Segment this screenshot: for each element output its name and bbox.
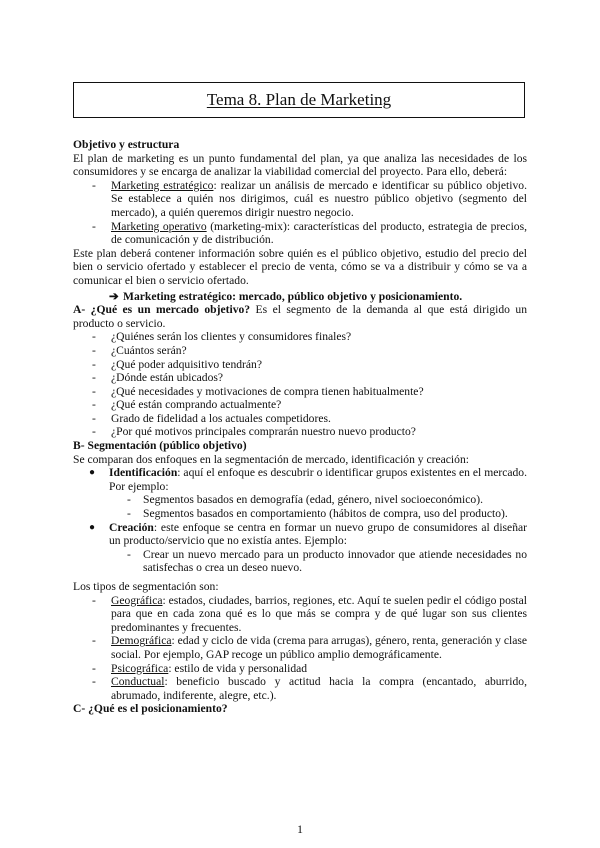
arrow-heading-line	[73, 290, 527, 304]
sub-list-item: - Segmentos basados en comportamiento (hábitos de compra, uso del producto).	[73, 507, 527, 521]
term: Geográfica	[111, 593, 163, 607]
list-item	[73, 675, 527, 702]
heading-c: C- ¿Qué es el posicionamiento?	[73, 702, 228, 716]
list-item: - ¿Quiénes serán los clientes y consumidores finales?	[73, 330, 527, 344]
document-body	[73, 138, 527, 716]
arrow-heading: Marketing estratégico: mercado, público objetivo y posicionamiento.	[123, 289, 463, 303]
item-text: : estilo de vida y personalidad	[168, 661, 308, 675]
title-box	[73, 82, 525, 118]
item-text: : este enfoque se centra en formar un nuevo grupo de consumidores al diseñar un producto/servicio que no existía antes. Ejemplo:	[109, 520, 527, 548]
page-number: 1	[297, 822, 303, 836]
list-item: - ¿Qué están comprando actualmente?	[73, 398, 527, 412]
paragraph-intro: El plan de marketing es un punto fundamental del plan, ya que analiza las necesidades de los consumidores y se encarga de analizar la viabilidad comercial del proyecto. Para ello, deberá:	[73, 151, 527, 179]
term: Marketing estratégico	[111, 178, 214, 192]
item-text: : edad y ciclo de vida (crema para arrugas), género, renta, generación y clase social. Por ejemplo, GAP recoge un público amplio demográficamente.	[111, 634, 527, 661]
list-item: - ¿Dónde están ubicados?	[73, 371, 527, 385]
item-text: : aquí el enfoque es descubrir o identificar grupos existentes en el mercado. Por ejemplo:	[109, 466, 527, 493]
page-title: Tema 8. Plan de Marketing	[206, 90, 392, 110]
term: Psicográfica	[111, 661, 169, 675]
list-item	[73, 634, 527, 661]
item-text: : estados, ciudades, barrios, regiones, etc. Aquí te suelen pedir el código postal para que en cada zona qué es lo que más se compra y de qué lugar son sus clientes predominantes y frecuentes.	[111, 593, 527, 634]
list-item: - ¿Por qué motivos principales comprarán nuestro nuevo producto?	[73, 425, 527, 439]
list-item: - ¿Qué poder adquisitivo tendrán?	[73, 358, 527, 372]
term: Demográfica	[111, 634, 172, 648]
list-item: - Grado de fidelidad a los actuales competidores.	[73, 412, 527, 426]
paragraph-b-intro: Se comparan dos enfoques en la segmentación de mercado, identificación y creación:	[73, 452, 469, 466]
heading-a: A- ¿Qué es un mercado objetivo?	[73, 303, 251, 317]
list-item: - ¿Cuántos serán?	[73, 344, 527, 358]
item-text: : realizar un análisis de mercado e identificar su público objetivo. Se establece a quién nos dirigimos, cuál es nuestro público objetivo (segmento del mercado), a quién queremos dirigir nuestro negocio.	[111, 178, 527, 219]
sub-list	[73, 493, 527, 520]
sub-list-item: - Segmentos basados en demografía (edad, género, nivel socioeconómico).	[73, 493, 527, 507]
heading-objetivo: Objetivo y estructura	[73, 138, 180, 151]
term: Identificación	[109, 466, 178, 480]
list-item	[73, 179, 527, 220]
heading-b: B- Segmentación (público objetivo)	[73, 439, 247, 453]
list-marketing	[73, 179, 527, 247]
list-approaches	[73, 466, 527, 575]
paragraph-a	[73, 303, 527, 330]
list-types	[73, 594, 527, 703]
list-item	[73, 521, 527, 575]
sub-list	[73, 548, 527, 575]
list-item	[73, 662, 527, 676]
list-item	[73, 594, 527, 635]
list-item	[73, 220, 527, 247]
item-text: : beneficio buscado y actitud hacia la compra (encantado, aburrido, abrumado, indiferente, alegre, etc.).	[111, 675, 527, 702]
item-text: (marketing-mix): características del producto, estrategia de precios, de comunicación y de distribución.	[111, 219, 528, 247]
text-a: Es el segmento de la demanda al que está dirigido un producto o servicio.	[73, 303, 528, 330]
list-questions	[73, 330, 527, 439]
list-item: - ¿Qué necesidades y motivaciones de compra tienen habitualmente?	[73, 385, 527, 399]
paragraph-types-intro: Los tipos de segmentación son:	[73, 580, 219, 593]
term: Marketing operativo	[111, 219, 207, 233]
sub-list-item: - Crear un nuevo mercado para un producto innovador que atiende necesidades no satisfechas o crea un deseo nuevo.	[73, 548, 527, 575]
term: Conductual	[111, 675, 165, 689]
list-item	[73, 466, 527, 520]
term: Creación	[109, 520, 154, 534]
paragraph-closing: Este plan deberá contener información sobre quién es el público objetivo, estudio del precio del bien o servicio ofertado y establecer el precio de venta, cómo se va a distribuir y cómo se va a comunicar el bien o servicio ofertado.	[73, 246, 527, 287]
arrow-right-icon: ➔	[109, 289, 119, 303]
